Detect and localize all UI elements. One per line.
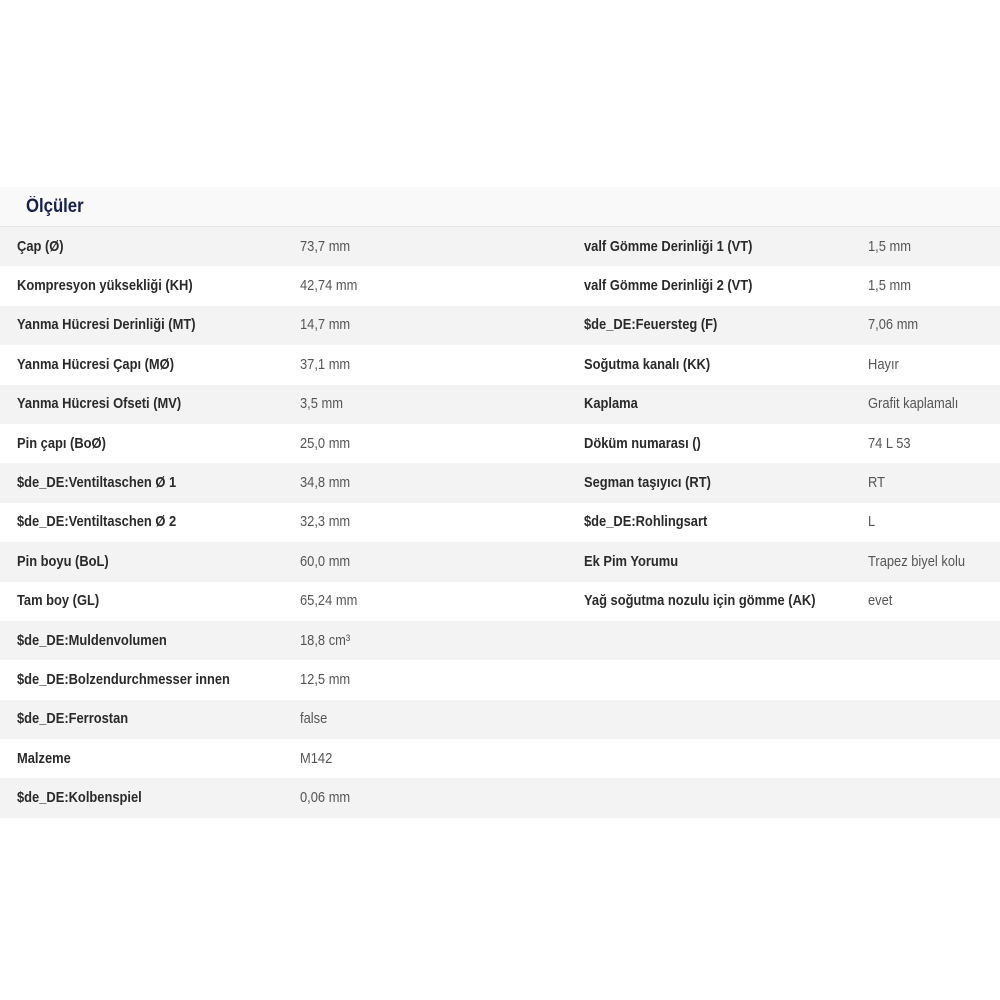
table-row bbox=[0, 503, 1000, 542]
table-cell bbox=[300, 463, 584, 502]
table-cell bbox=[584, 542, 868, 581]
table-cell bbox=[868, 739, 1000, 778]
table-cell bbox=[300, 345, 584, 384]
table-row bbox=[0, 385, 1000, 424]
table-cell bbox=[868, 463, 1000, 502]
table-cell bbox=[0, 266, 300, 305]
table-cell bbox=[300, 739, 584, 778]
spec-value: 60,0 mm bbox=[300, 552, 351, 570]
table-cell bbox=[868, 621, 1000, 660]
table-cell bbox=[300, 700, 584, 739]
table-cell bbox=[300, 227, 584, 266]
dimensions-panel bbox=[0, 187, 1000, 818]
spec-value: Grafit kaplamalı bbox=[868, 395, 959, 413]
spec-label: Malzeme bbox=[17, 749, 71, 767]
table-cell bbox=[868, 227, 1000, 266]
spec-value: false bbox=[300, 710, 328, 728]
spec-value: 42,74 mm bbox=[300, 277, 358, 295]
table-row bbox=[0, 739, 1000, 778]
spec-label: $de_DE:Ferrostan bbox=[17, 710, 129, 728]
table-row bbox=[0, 306, 1000, 345]
spec-label: Kompresyon yüksekliği (KH) bbox=[17, 277, 193, 295]
table-cell bbox=[0, 463, 300, 502]
table-cell bbox=[584, 306, 868, 345]
spec-label: $de_DE:Muldenvolumen bbox=[17, 631, 167, 649]
spec-value: 34,8 mm bbox=[300, 474, 351, 492]
table-cell bbox=[0, 542, 300, 581]
spec-value: Trapez biyel kolu bbox=[868, 552, 966, 570]
table-cell bbox=[868, 306, 1000, 345]
spec-value: 37,1 mm bbox=[300, 355, 351, 373]
table-cell bbox=[868, 660, 1000, 699]
table-cell bbox=[300, 582, 584, 621]
spec-value: 14,7 mm bbox=[300, 316, 351, 334]
table-cell bbox=[0, 700, 300, 739]
table-cell bbox=[0, 385, 300, 424]
table-cell bbox=[584, 503, 868, 542]
spec-value: 1,5 mm bbox=[868, 237, 912, 255]
table-row bbox=[0, 778, 1000, 817]
spec-value: 7,06 mm bbox=[868, 316, 919, 334]
spec-label: Yanma Hücresi Derinliği (MT) bbox=[17, 316, 196, 334]
spec-label: valf Gömme Derinliği 1 (VT) bbox=[584, 237, 753, 255]
spec-label: Pin boyu (BoL) bbox=[17, 552, 109, 570]
table-row bbox=[0, 463, 1000, 502]
spec-table bbox=[0, 227, 1000, 818]
table-cell bbox=[584, 739, 868, 778]
table-cell bbox=[0, 660, 300, 699]
table-row bbox=[0, 227, 1000, 266]
table-cell bbox=[0, 582, 300, 621]
spec-value: 74 L 53 bbox=[868, 434, 911, 452]
table-cell bbox=[584, 700, 868, 739]
spec-label: Yanma Hücresi Çapı (MØ) bbox=[17, 355, 175, 373]
spec-value: Hayır bbox=[868, 355, 899, 373]
table-cell bbox=[300, 621, 584, 660]
spec-value: 12,5 mm bbox=[300, 670, 351, 688]
table-cell bbox=[300, 542, 584, 581]
spec-value: evet bbox=[868, 592, 893, 610]
section-title: Ölçüler bbox=[26, 196, 84, 217]
spec-value: L bbox=[868, 513, 876, 531]
spec-label: Tam boy (GL) bbox=[17, 592, 100, 610]
table-cell bbox=[868, 778, 1000, 817]
table-cell bbox=[868, 424, 1000, 463]
spec-label: valf Gömme Derinliği 2 (VT) bbox=[584, 277, 753, 295]
table-cell bbox=[300, 266, 584, 305]
table-row bbox=[0, 266, 1000, 305]
table-cell bbox=[300, 385, 584, 424]
table-cell bbox=[868, 700, 1000, 739]
table-cell bbox=[584, 621, 868, 660]
table-cell bbox=[0, 621, 300, 660]
spec-label: $de_DE:Rohlingsart bbox=[584, 513, 708, 531]
spec-label: Yağ soğutma nozulu için gömme (AK) bbox=[584, 592, 816, 610]
spec-value: 73,7 mm bbox=[300, 237, 351, 255]
table-cell bbox=[584, 660, 868, 699]
table-cell bbox=[868, 385, 1000, 424]
table-cell bbox=[300, 660, 584, 699]
spec-label: $de_DE:Ventiltaschen Ø 2 bbox=[17, 513, 177, 531]
spec-label: Yanma Hücresi Ofseti (MV) bbox=[17, 395, 182, 413]
table-row bbox=[0, 424, 1000, 463]
table-row bbox=[0, 542, 1000, 581]
table-cell bbox=[868, 266, 1000, 305]
table-cell bbox=[300, 778, 584, 817]
table-row bbox=[0, 621, 1000, 660]
spec-value: 3,5 mm bbox=[300, 395, 344, 413]
table-row bbox=[0, 660, 1000, 699]
table-cell bbox=[0, 739, 300, 778]
table-cell bbox=[0, 227, 300, 266]
table-cell bbox=[868, 582, 1000, 621]
spec-label: $de_DE:Feuersteg (F) bbox=[584, 316, 718, 334]
table-cell bbox=[300, 306, 584, 345]
spec-label: Ek Pim Yorumu bbox=[584, 552, 679, 570]
spec-label: Soğutma kanalı (KK) bbox=[584, 355, 711, 373]
spec-value: 25,0 mm bbox=[300, 434, 351, 452]
table-row bbox=[0, 345, 1000, 384]
spec-label: Segman taşıyıcı (RT) bbox=[584, 474, 711, 492]
spec-label: Pin çapı (BoØ) bbox=[17, 434, 106, 452]
panel-header bbox=[0, 187, 1000, 227]
table-cell bbox=[0, 345, 300, 384]
spec-value: 1,5 mm bbox=[868, 277, 912, 295]
table-cell bbox=[584, 266, 868, 305]
table-cell bbox=[584, 345, 868, 384]
spec-table-body bbox=[0, 227, 1000, 818]
spec-value: M142 bbox=[300, 749, 333, 767]
spec-label: Kaplama bbox=[584, 395, 638, 413]
spec-value: RT bbox=[868, 474, 885, 492]
table-row bbox=[0, 582, 1000, 621]
spec-value: 18,8 cm³ bbox=[300, 631, 351, 649]
table-cell bbox=[300, 503, 584, 542]
spec-label: $de_DE:Kolbenspiel bbox=[17, 789, 142, 807]
table-cell bbox=[868, 542, 1000, 581]
spec-value: 0,06 mm bbox=[300, 789, 351, 807]
table-cell bbox=[0, 424, 300, 463]
table-cell bbox=[0, 778, 300, 817]
table-cell bbox=[868, 503, 1000, 542]
table-cell bbox=[0, 306, 300, 345]
table-cell bbox=[868, 345, 1000, 384]
spec-value: 65,24 mm bbox=[300, 592, 358, 610]
table-row bbox=[0, 700, 1000, 739]
table-cell bbox=[584, 582, 868, 621]
spec-value: 32,3 mm bbox=[300, 513, 351, 531]
spec-label: $de_DE:Ventiltaschen Ø 1 bbox=[17, 474, 177, 492]
table-cell bbox=[584, 385, 868, 424]
spec-label: Döküm numarası () bbox=[584, 434, 701, 452]
spec-label: $de_DE:Bolzendurchmesser innen bbox=[17, 670, 230, 688]
table-cell bbox=[584, 778, 868, 817]
spec-label: Çap (Ø) bbox=[17, 237, 64, 255]
table-cell bbox=[584, 227, 868, 266]
table-cell bbox=[0, 503, 300, 542]
table-cell bbox=[584, 463, 868, 502]
table-cell bbox=[300, 424, 584, 463]
table-cell bbox=[584, 424, 868, 463]
